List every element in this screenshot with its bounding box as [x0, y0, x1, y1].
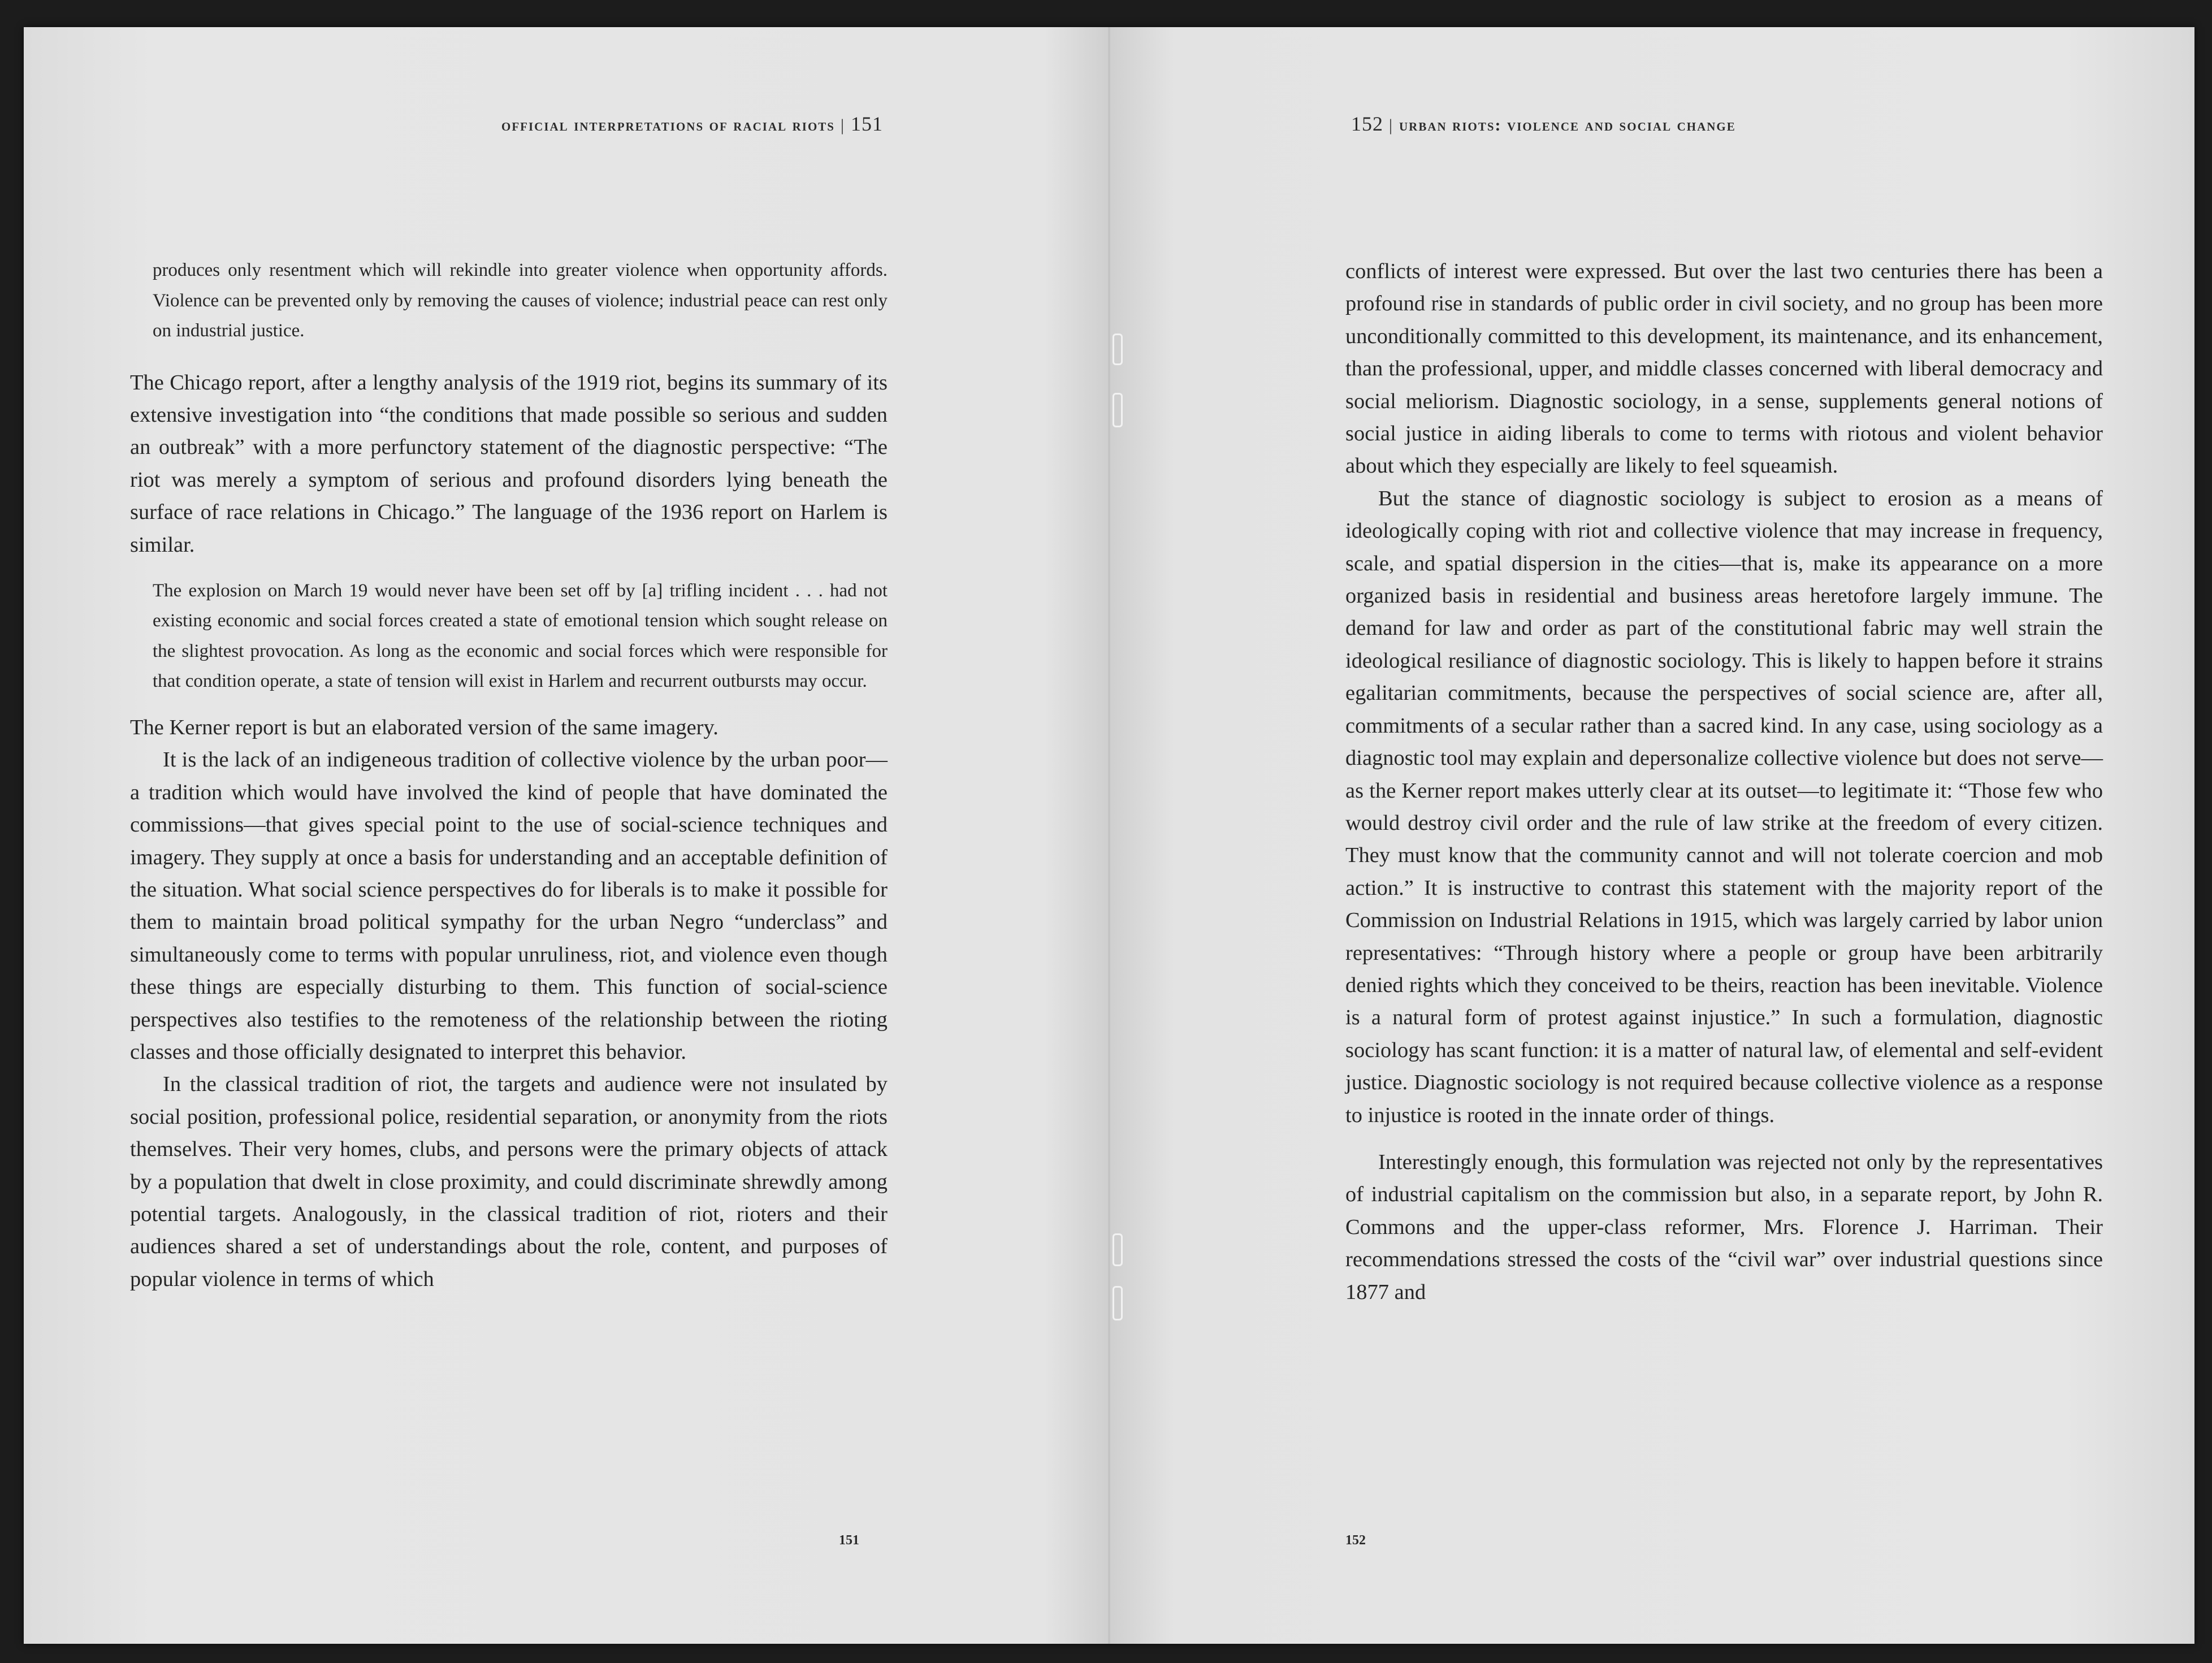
running-head-title: urban riots: violence and social change	[1399, 116, 1736, 135]
paragraph: In the classical tradition of riot, the targets and audience were not insulated by social position, professional police, residential separation, or anonymity from the riots themselves. Their very homes, clubs, and persons were the primary objects of attack by a population that dwelt in close proximity, and could discriminate shrewdly among potential targets. Analogously, in the classical tradition of riot, rioters and their audiences shared a set of understandings about the role, content, and purposes of popular violence in terms of which	[130, 1072, 888, 1291]
running-head-page-number: 151	[851, 112, 883, 135]
page-folio: 151	[839, 1533, 859, 1548]
paragraph: The Chicago report, after a lengthy analysis of the 1919 riot, begins its summary of its extensive investigation into “the conditions that made possible so serious and sudden an outbreak” with a more perfunctory statement of the diagnostic perspective: “The riot was merely a symptom of serious and profound disorders lying beneath the surface of race relations in Chicago.” The language of the 1936 report on Harlem is similar.	[130, 370, 888, 557]
paragraph: It is the lack of an indigeneous tradition of collective violence by the urban poor—a tradition which would have involved the kind of people that have dominated the commissions—that gives special point to the use of social-science techniques and imagery. They supply at once a basis for understanding and an acceptable definition of the situation. What social science perspectives do for liberals is to make it possible for them to maintain broad political sympathy for the urban Negro “underclass” and simultaneously come to terms with popular unruliness, riot, and violence even though these things are especially disturbing to them. This function of social-science perspectives also testifies to the remoteness of the relationship between the rioting classes and those officially designated to interpret this behavior.	[130, 748, 888, 1064]
right-page	[1345, 0, 2103, 1663]
block-quote: The explosion on March 19 would never have been set off by [a] trifling incident . . . had not existing economic and social forces created a state of emotional tension which sought release on the slightest provocation. As long as the economic and social forces which were responsible for that condition operate, a state of tension will exist in Harlem and recurrent outbursts may occur.	[153, 580, 888, 692]
paragraph: conflicts of interest were expressed. But over the last two centuries there has been a profound rise in standards of public order in civil society, and no group has been more unconditionally committed to this development, its maintenance, and its enhancement, than the professional, upper, and middle classes concerned with liberal democracy and social meliorism. Diagnostic sociology, in a sense, supplements general notions of social justice in aiding liberals to come to terms with riotous and violent behavior about which they especially are likely to feel squeamish.	[1345, 259, 2103, 478]
right-page-body	[1345, 255, 2103, 1309]
paragraph: But the stance of diagnostic sociology is subject to erosion as a means of ideologically coping with riot and collective violence that may increase in frequency, scale, and spatial dispersion in the cities—that is, make its appearance on a more organized basis in residential and business areas heretofore largely immune. The demand for law and order as part of the constitutional fabric may well strain the ideological resiliance of diagnostic sociology. This is likely to happen before it strains egalitarian commitments, because the perspectives of social science are, after all, commitments of a secular rather than a sacred kind. In any case, using sociology as a diagnostic tool may explain and depersonalize collective violence but does not serve—as the Kerner report makes utterly clear at its outset—to legitimate it: “Those few who would destroy civil order and the rule of law strike at the freedom of every citizen. They must know that the community cannot and will not tolerate coercion and mob action.” It is instructive to contrast this statement with the majority report of the Commission on Industrial Relations in 1915, which was largely carried by labor union representatives: “Through history where a people or group have been arbitrarily denied rights which they conceived to be theirs, reaction has been inevitable. Violence is a natural form of protest against injustice.” In such a formulation, diagnostic sociology has scant function: it is a matter of natural law, of elemental and self-evident justice. Diagnostic sociology is not required because collective violence as a response to injustice is rooted in the innate order of things.	[1345, 486, 2103, 1127]
running-head-separator: |	[840, 116, 845, 135]
paragraph: Interestingly enough, this formulation was rejected not only by the representatives of industrial capitalism on the commission but also, in a separate report, by John R. Commons and the upper-class reformer, Mrs. Florence J. Harriman. Their recommendations stressed the costs of the “civil war” over industrial questions since 1877 and	[1345, 1150, 2103, 1304]
page-folio: 152	[1345, 1533, 1366, 1548]
running-head-separator: |	[1389, 116, 1394, 135]
left-page	[130, 0, 888, 1663]
paragraph: The Kerner report is but an elaborated version of the same imagery.	[130, 715, 718, 739]
left-page-body	[130, 255, 888, 1296]
running-head-page-number: 152	[1351, 112, 1383, 135]
center-gutter	[1108, 27, 1110, 1644]
staple-bottom-lower	[1113, 1286, 1123, 1320]
staple-top-upper	[1113, 334, 1123, 365]
running-head-title: official interpretations of racial riots	[501, 116, 835, 135]
staple-bottom-upper	[1113, 1233, 1123, 1266]
block-quote: produces only resentment which will rekindle into greater violence when opportunity affords. Violence can be prevented only by removing the causes of violence; industrial peace can rest only on industrial justice.	[153, 260, 888, 341]
staple-top-lower	[1113, 393, 1123, 427]
running-head	[1351, 112, 2109, 136]
running-head	[125, 112, 883, 136]
